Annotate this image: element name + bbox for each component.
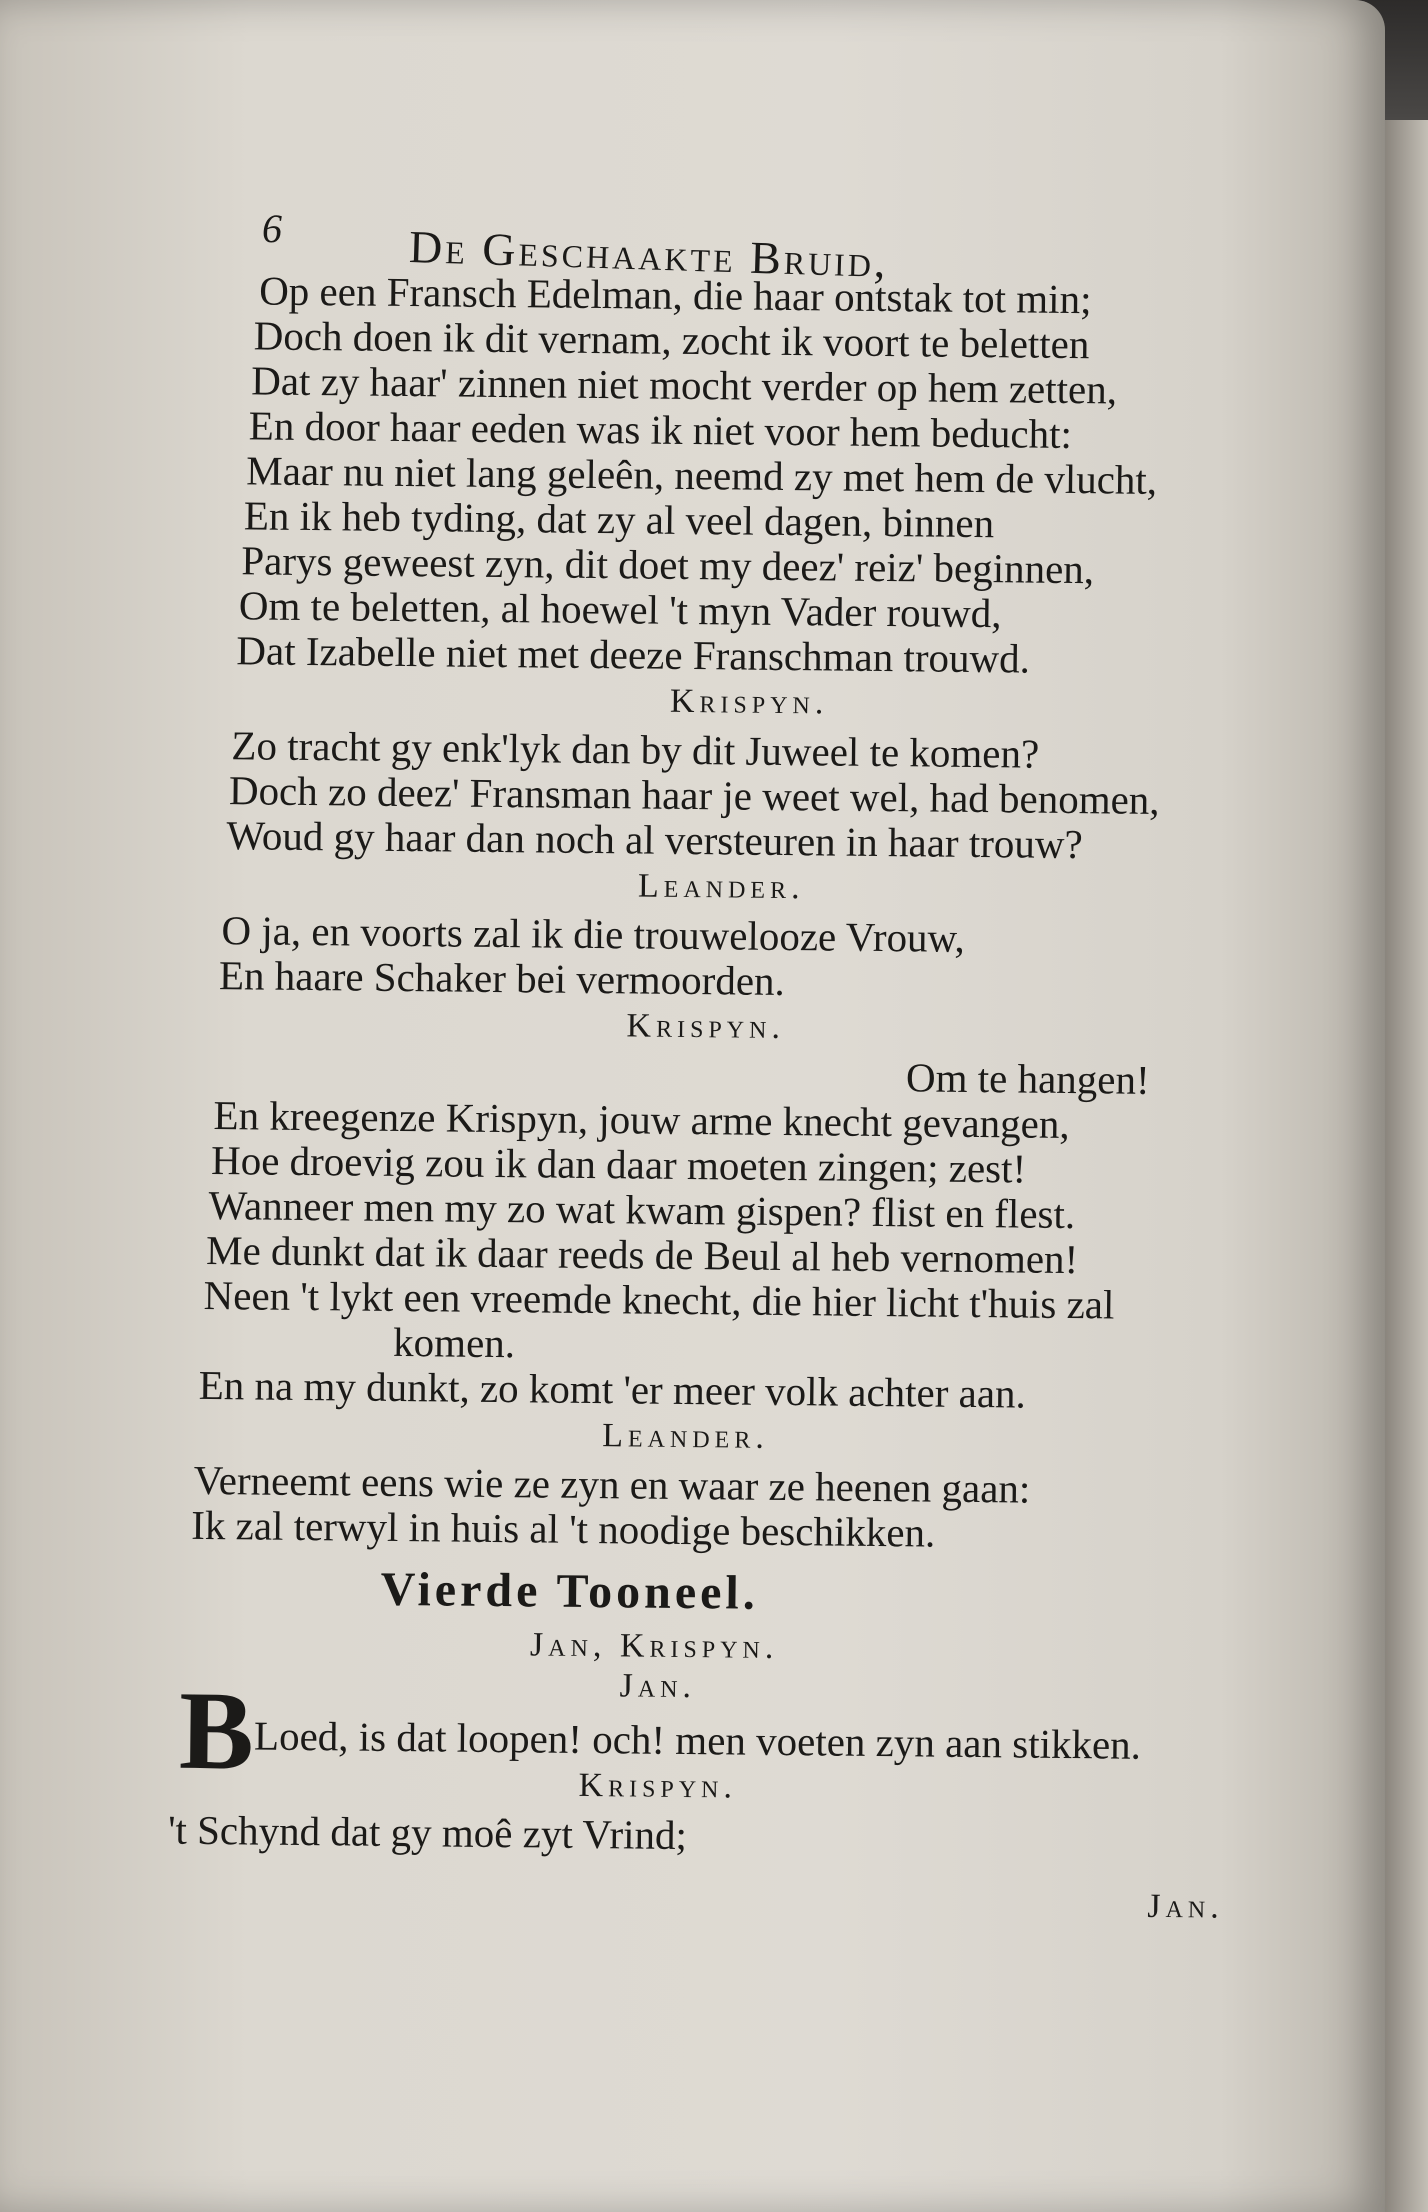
text-line: En na my dunkt, zo komt 'er meer volk achter aan. <box>198 1361 1027 1417</box>
speaker-heading: Krispyn. <box>669 682 829 722</box>
text-line: Hoe droevig zou ik dan daar moeten zingen; zest! <box>210 1137 1027 1192</box>
text-line: 't Schynd dat gy moê zyt Vrind; <box>167 1806 688 1859</box>
speaker-heading: Leander. <box>602 1417 770 1456</box>
text-line: Loed, is dat loopen! och! men voeten zyn aan stikken. <box>253 1712 1142 1768</box>
catchword: Jan. <box>1147 1887 1224 1926</box>
text-line: Doch zo deez' Fransman haar je weet wel, had benomen, <box>228 767 1160 823</box>
text-line: En kreegenze Krispyn, jouw arme knecht gevangen, <box>213 1092 1070 1147</box>
text-line: Doch doen ik dit vernam, zocht ik voort te beletten <box>253 312 1090 368</box>
text-line: Wanneer men my zo wat kwam gispen? flist en flest. <box>208 1181 1076 1238</box>
text-line: En door haar eeden was ik niet voor hem beducht: <box>248 402 1073 457</box>
text-line: Op een Fransch Edelman, die haar ontstak tot min; <box>258 267 1092 323</box>
text-line: Woud gy haar dan noch al versteuren in haar trouw? <box>226 812 1083 868</box>
text-line: komen. <box>392 1318 516 1367</box>
scene-persons: Jan, Krispyn. <box>529 1626 779 1666</box>
text-line: Om te hangen! <box>905 1054 1150 1103</box>
text-line: Dat Izabelle niet met deeze Franschman trouwd. <box>236 627 1031 682</box>
drop-cap: B <box>178 1668 255 1794</box>
text-line: En ik heb tyding, dat zy al veel dagen, binnen <box>243 492 995 547</box>
text-line: Ik zal terwyl in huis al 't noodige beschikken. <box>191 1501 936 1556</box>
text-line: Maar nu niet lang geleên, neemd zy met hem de vlucht, <box>246 447 1158 503</box>
speaker-heading: Leander. <box>637 867 805 907</box>
page-number: 6 <box>262 206 282 251</box>
text-line: Me dunkt dat ik daar reeds de Beul al heb vernomen! <box>205 1226 1079 1283</box>
next-page-edge <box>1385 120 1428 2212</box>
text-line: Parys geweest zyn, dit doet my deez' reiz' beginnen, <box>241 537 1095 593</box>
text-line: Om te beletten, al hoewel 't myn Vader rouwd, <box>238 582 1002 637</box>
speaker-heading: Krispyn. <box>578 1766 738 1806</box>
text-line: Zo tracht gy enk'lyk dan by dit Juweel te komen? <box>231 722 1040 777</box>
text-line: Verneemt eens wie ze zyn en waar ze heenen gaan: <box>193 1456 1031 1512</box>
text-line: Neen 't lykt een vreemde knecht, die hier licht t'huis zal <box>203 1271 1115 1328</box>
text-line: Dat zy haar' zinnen niet mocht verder op hem zetten, <box>251 357 1118 413</box>
text-line: En haare Schaker bei vermoorden. <box>218 952 786 1005</box>
text-line: O ja, en voorts zal ik die trouwelooze Vrouw, <box>221 907 966 961</box>
speaker-heading: Krispyn. <box>626 1007 786 1047</box>
running-title: De Geschaakte Bruid, <box>408 220 890 288</box>
speaker-heading: Jan. <box>619 1667 697 1706</box>
scene-title: Vierde Tooneel. <box>380 1562 760 1620</box>
